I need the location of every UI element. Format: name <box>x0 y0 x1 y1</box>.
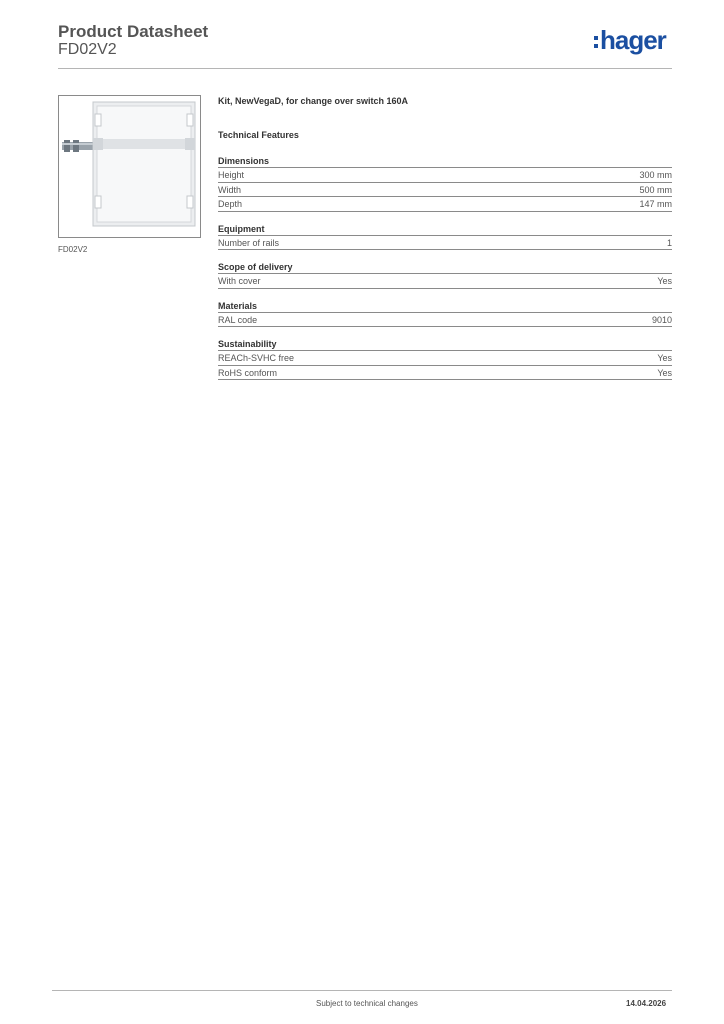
spec-value: 9010 <box>651 314 672 325</box>
spec-value: 147 mm <box>639 199 672 209</box>
spec-label: Number of rails <box>218 237 280 248</box>
spec-value: Yes <box>657 353 672 363</box>
spec-value: Yes <box>657 276 672 286</box>
section-title: Scope of delivery <box>218 262 672 274</box>
spec-label: RAL code <box>218 314 258 325</box>
spec-row <box>218 313 672 328</box>
section-scope-of-delivery <box>218 262 672 289</box>
spec-label: With cover <box>218 276 261 286</box>
spec-row <box>218 351 672 366</box>
datasheet-content <box>218 96 672 380</box>
page-title: Product Datasheet <box>58 22 209 41</box>
section-sustainability <box>218 339 672 380</box>
logo-text: hager <box>600 25 666 55</box>
section-title: Sustainability <box>218 339 672 351</box>
header-divider <box>58 68 672 69</box>
spec-label: Height <box>218 170 245 180</box>
spec-row <box>218 236 672 251</box>
product-code: FD02V2 <box>58 41 117 58</box>
section-materials <box>218 301 672 328</box>
spec-value: Yes <box>657 367 672 378</box>
product-name: Kit, NewVegaD, for change over switch 160A <box>218 96 409 106</box>
footer-note: Subject to technical changes <box>316 999 418 1008</box>
section-title: Equipment <box>218 224 672 236</box>
product-illustration-icon <box>59 96 200 237</box>
spec-value: 1 <box>666 237 672 248</box>
spec-value: 300 mm <box>639 170 672 180</box>
spec-row <box>218 183 672 198</box>
spec-label: Width <box>218 184 242 195</box>
technical-features-heading: Technical Features <box>218 130 299 140</box>
product-image <box>58 95 201 238</box>
spec-row <box>218 366 672 381</box>
footer-divider <box>52 990 672 991</box>
section-title: Materials <box>218 301 672 313</box>
spec-row <box>218 274 672 289</box>
spec-label: Depth <box>218 199 243 209</box>
image-caption: FD02V2 <box>58 245 88 254</box>
logo-dots-icon <box>594 36 598 48</box>
section-equipment <box>218 224 672 251</box>
hager-logo <box>594 26 666 56</box>
spec-value: 500 mm <box>639 184 672 195</box>
section-title: Dimensions <box>218 156 672 168</box>
footer-date: 14.04.2026 <box>626 999 667 1008</box>
spec-row <box>218 168 672 183</box>
spec-label: RoHS conform <box>218 367 278 378</box>
spec-row <box>218 197 672 212</box>
section-dimensions <box>218 156 672 212</box>
spec-label: REACh-SVHC free <box>218 353 295 363</box>
